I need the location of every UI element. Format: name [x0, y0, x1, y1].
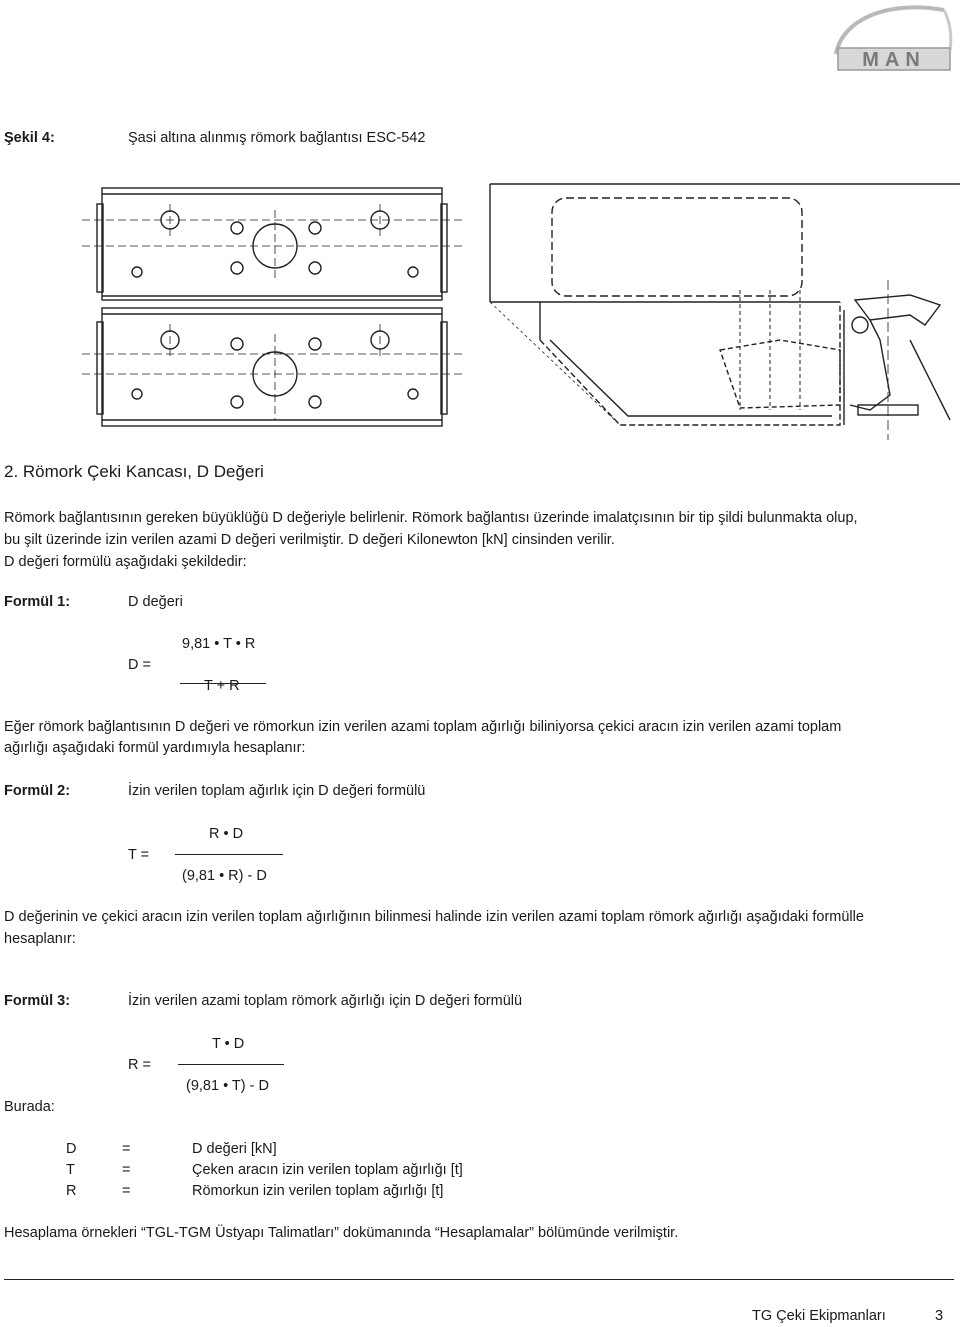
formula-1-title: D değeri: [128, 594, 183, 610]
where-label: Burada:: [4, 1099, 55, 1115]
formula-1-lhs: D =: [128, 657, 151, 673]
paragraph-line: Eğer römork bağlantısının D değeri ve römorkun izin verilen azami toplam ağırlığı biliniyorsa çekici aracın izin verilen azami toplam: [4, 719, 842, 735]
footer-rule: [4, 1279, 954, 1280]
paragraph-line: D değeri formülü aşağıdaki şekildedir:: [4, 554, 247, 570]
where-equals: =: [122, 1162, 131, 1178]
formula-3-lhs: R =: [128, 1057, 151, 1073]
paragraph-line: ağırlığı aşağıdaki formül yardımıyla hesaplanır:: [4, 740, 306, 756]
figure-caption: Şasi altına alınmış römork bağlantısı ESC-542: [128, 130, 426, 146]
paragraph-line: bu şilt üzerinde izin verilen azami D değeri verilmiştir. D değeri Kilonewton [kN] cinsinden verilir.: [4, 532, 615, 548]
formula-1-denominator: T + R: [204, 678, 240, 694]
formula-1-label: Formül 1:: [4, 594, 71, 610]
where-symbol: T: [66, 1162, 75, 1178]
where-description: Römorkun izin verilen toplam ağırlığı [t]: [192, 1183, 444, 1199]
page-number: 3: [935, 1308, 944, 1324]
formula-3-title: İzin verilen azami toplam römork ağırlığı için D değeri formülü: [128, 993, 523, 1009]
fraction-bar: [175, 854, 283, 855]
mounting-plate-lower: [82, 308, 462, 426]
formula-2-lhs: T =: [128, 847, 150, 863]
technical-drawing: [80, 180, 960, 470]
formula-2-numerator: R • D: [209, 826, 244, 842]
formula-1-numerator: 9,81 • T • R: [182, 636, 256, 652]
side-view-coupling: [490, 184, 960, 440]
paragraph-line: hesaplanır:: [4, 931, 76, 947]
paragraph-line: D değerinin ve çekici aracın izin verilen toplam ağırlığının bilinmesi halinde izin verilen azami toplam römork ağırlığı aşağıdaki formülle: [4, 909, 864, 925]
where-description: Çeken aracın izin verilen toplam ağırlığı [t]: [192, 1162, 463, 1178]
man-logo-graphic: [826, 2, 960, 72]
section-title: 2. Römork Çeki Kancası, D Değeri: [4, 462, 264, 481]
where-symbol: D: [66, 1141, 77, 1157]
formula-3-numerator: T • D: [212, 1036, 245, 1052]
fraction-bar: [178, 1064, 284, 1065]
logo-text: MAN: [862, 49, 926, 71]
formula-2-label: Formül 2:: [4, 783, 71, 799]
man-logo: [826, 2, 960, 72]
formula-3-denominator: (9,81 • T) - D: [186, 1078, 269, 1094]
formula-3-label: Formül 3:: [4, 993, 71, 1009]
where-equals: =: [122, 1141, 131, 1157]
where-symbol: R: [66, 1183, 77, 1199]
footer-title: TG Çeki Ekipmanları: [752, 1308, 886, 1324]
formula-2-title: İzin verilen toplam ağırlık için D değeri formülü: [128, 783, 426, 799]
closing-note: Hesaplama örnekleri “TGL-TGM Üstyapı Talimatları” dokümanında “Hesaplamalar” bölümünde verilmiştir.: [4, 1225, 679, 1241]
mounting-plate-upper: [82, 188, 462, 300]
paragraph-line: Römork bağlantısının gereken büyüklüğü D değeriyle belirlenir. Römork bağlantısı üzerinde imalatçısının bir tip şildi bulunmakta olup,: [4, 510, 858, 526]
where-equals: =: [122, 1183, 131, 1199]
figure-label: Şekil 4:: [4, 130, 55, 146]
where-description: D değeri [kN]: [192, 1141, 277, 1157]
formula-2-denominator: (9,81 • R) - D: [182, 868, 267, 884]
